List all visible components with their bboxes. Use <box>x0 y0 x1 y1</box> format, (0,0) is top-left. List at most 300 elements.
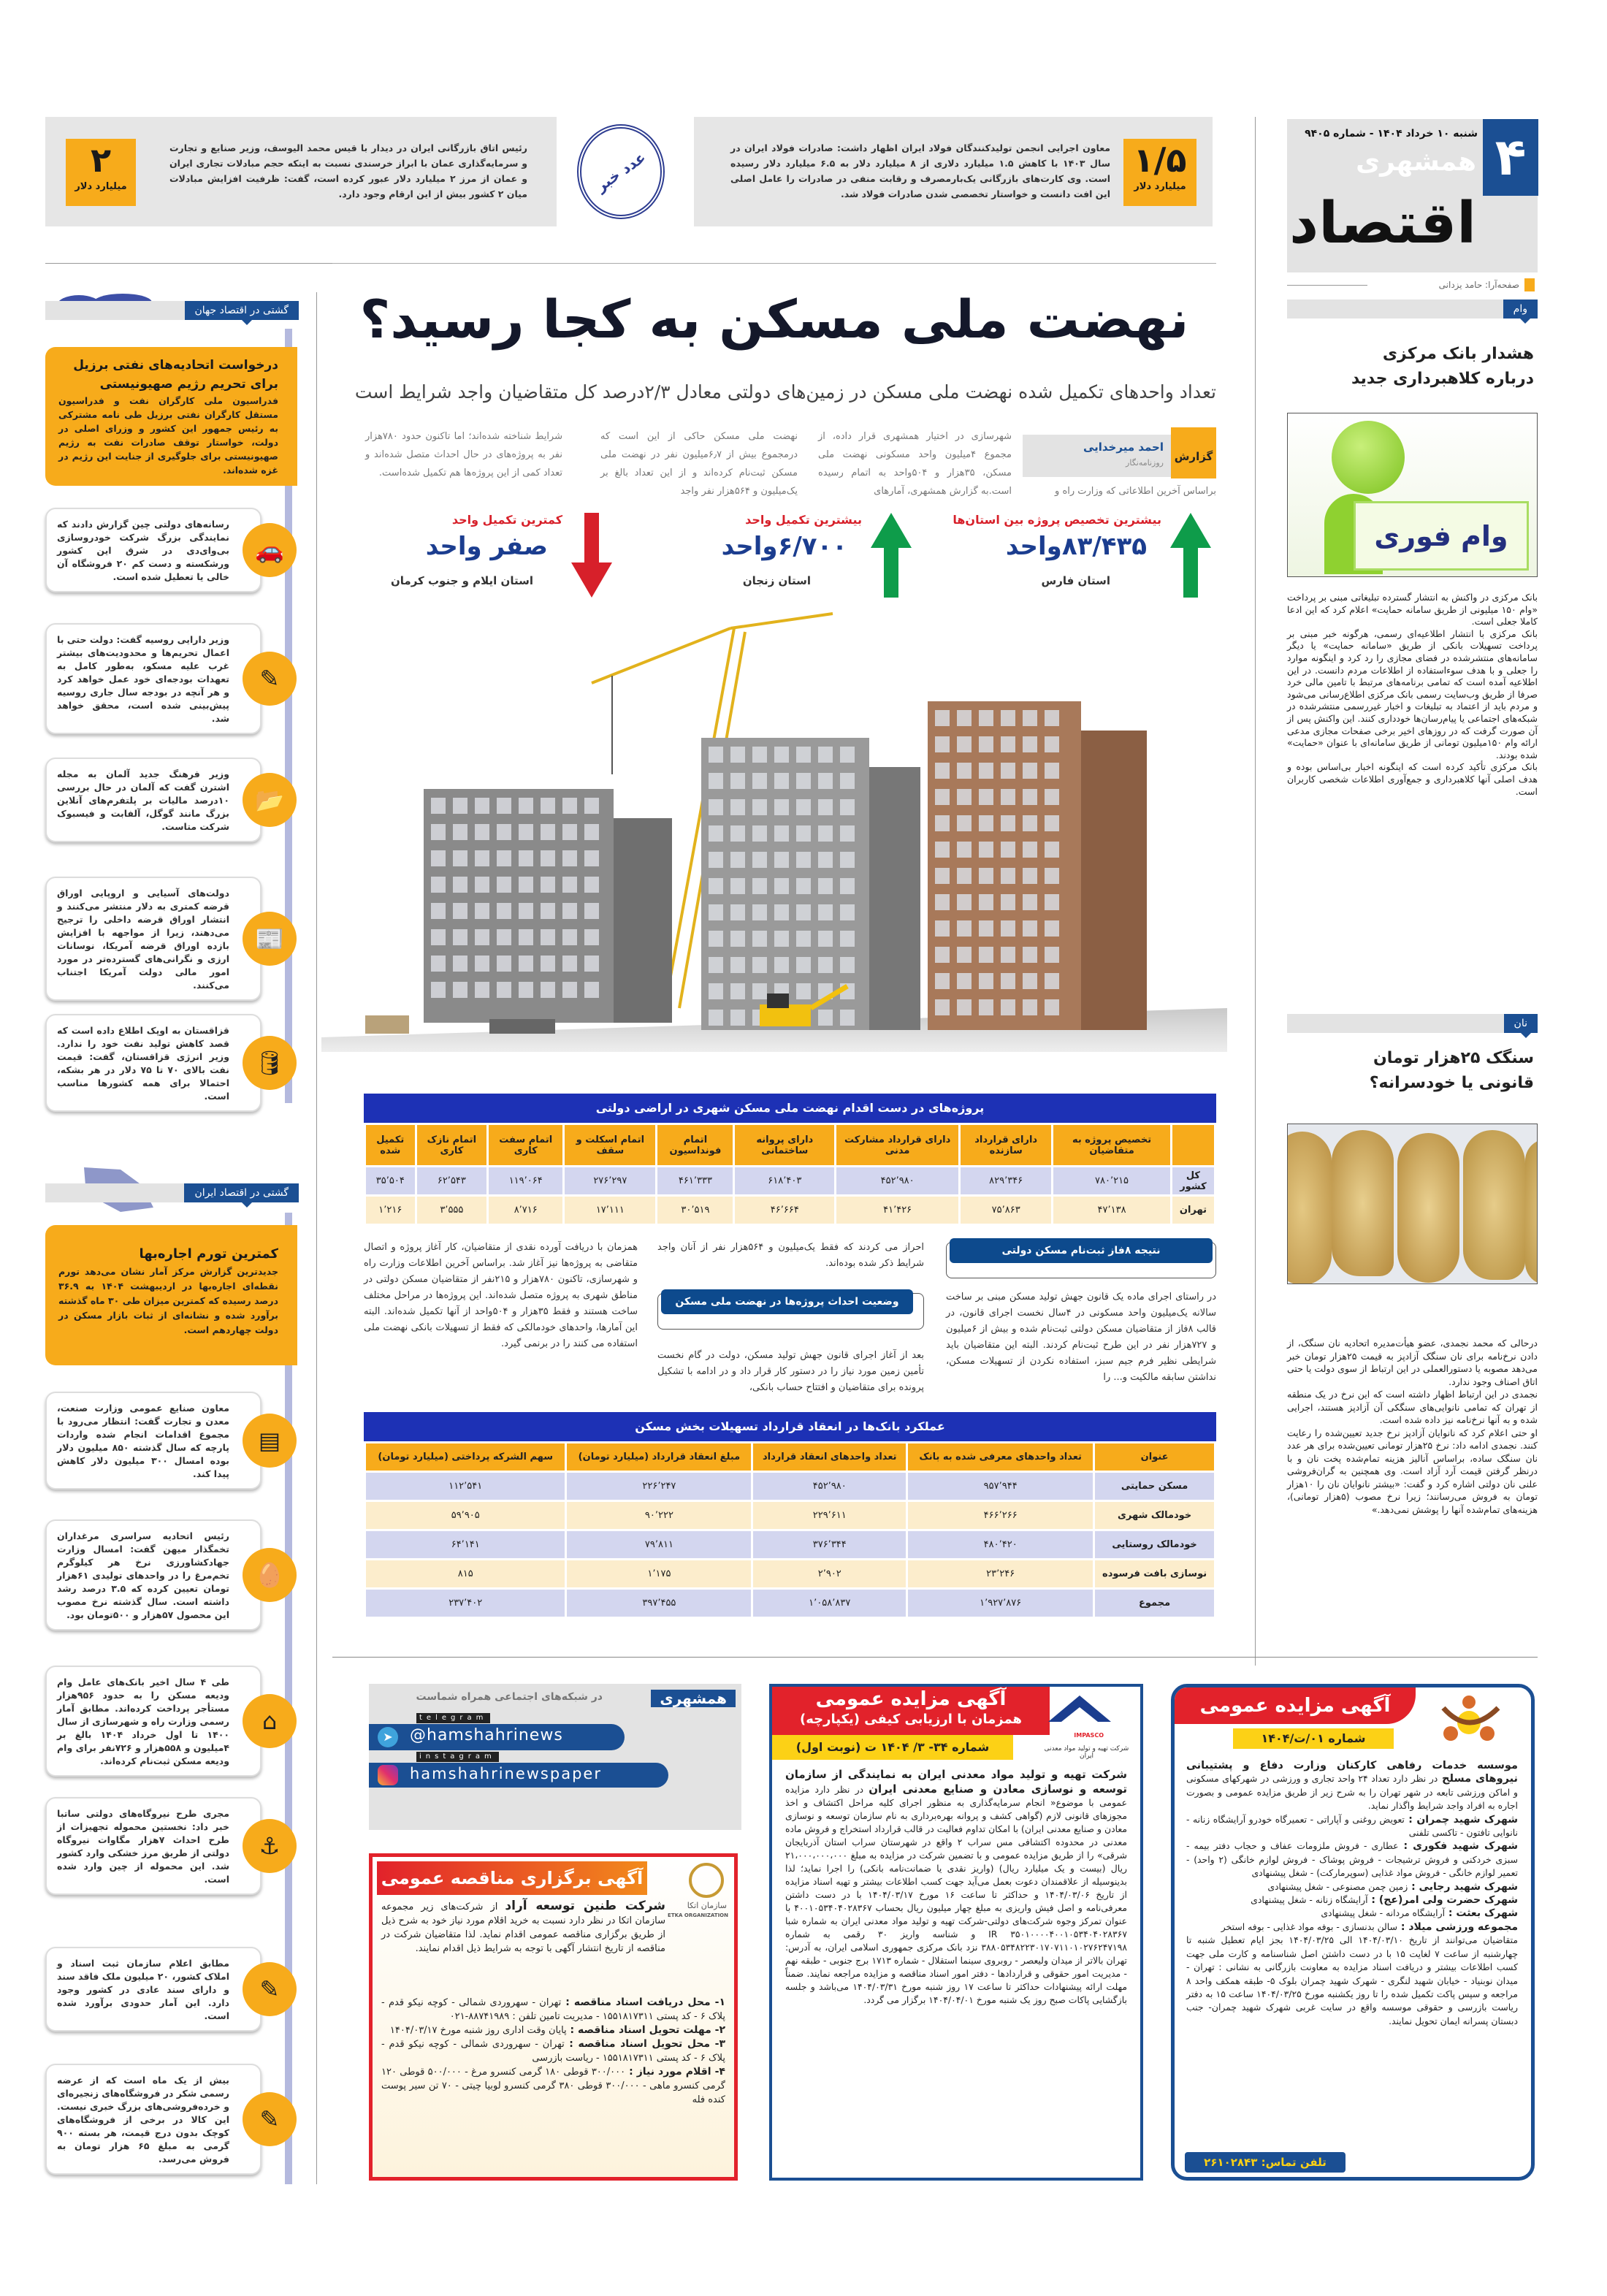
window <box>935 710 950 726</box>
tender-item-label: ۴- اقلام مورد نیاز : <box>625 2066 725 2078</box>
window <box>1001 815 1015 831</box>
window <box>774 931 789 947</box>
window <box>796 799 811 815</box>
bank-table-title: عملکرد بانک‌ها در انعقاد قرارداد تسهیلات بخش مسکن <box>364 1412 1216 1441</box>
window <box>957 973 972 989</box>
window <box>431 982 446 998</box>
window <box>475 903 489 919</box>
window <box>796 852 811 868</box>
window <box>979 815 993 831</box>
window <box>979 868 993 884</box>
etka-org: سازمان اتکا <box>687 1901 727 1910</box>
window <box>1023 868 1037 884</box>
auction-line-text: تعویض روغنی و آپاراتی - تعمیرگاه خودرو آرایشگاه زنانه - نانوایی تافتون - تاکسی تلفنی <box>1186 1813 1518 1839</box>
window <box>519 929 533 945</box>
news-card: بیش از یک ماه است که از عرضه رسمی شکر در فروشگاه‌های زنجیره‌ای و خرده‌فروشی‌های بزرگ خبری نیست. این کالا در برخی از فروشگاه‌های کوچک بدون درج قیمت، هر بسته ۹۰۰ گرمی به مبلغ ۶۵ هزار تومان به فروش می‌رسد. <box>45 2064 262 2175</box>
projects-table <box>364 1094 1216 1226</box>
window <box>957 763 972 779</box>
window <box>519 956 533 972</box>
window <box>818 747 833 763</box>
window <box>957 999 972 1015</box>
window <box>453 982 467 998</box>
window <box>979 999 993 1015</box>
table-cell: ۸۲۹٬۳۴۶ <box>960 1167 1053 1196</box>
world-lead-title: درخواست اتحادیه‌های نفتی برزیل برای تحریم رژیم صهیونیستی <box>73 358 278 392</box>
table-cell: ۳٬۵۵۵ <box>416 1196 488 1225</box>
window <box>541 982 555 998</box>
number-value-box <box>1123 139 1196 206</box>
tender-item-text: تهران - سهروردی شمالی - کوچه نیکو قدم - پلاک ۶ - کد پستی ۱۵۵۱۸۱۷۳۱۱ - مدیریت تامین تلفن : ۸۸۷۴۱۹۸۹-۰۲۱ <box>381 1997 725 2022</box>
window <box>840 825 855 842</box>
window <box>979 789 993 805</box>
window <box>840 957 855 973</box>
table-cell: ۳۷۶٬۳۴۴ <box>752 1530 907 1560</box>
window <box>1001 920 1015 937</box>
number-news-box-2 <box>45 117 557 226</box>
column-header: عنوان <box>1094 1443 1215 1472</box>
window <box>840 904 855 920</box>
author-name: احمد میرخدایی <box>1083 440 1164 454</box>
window <box>957 920 972 937</box>
row-label: مسکن حمایتی <box>1094 1472 1215 1501</box>
bread-title: سنگک ۲۵هزار تومان قانونی یا خودسرانه؟ <box>1369 1049 1534 1092</box>
table-row <box>365 1167 1215 1196</box>
loan-image <box>1287 413 1538 577</box>
stat-place: استان ایلام و جنوب کرمان <box>390 574 533 587</box>
window <box>935 789 950 805</box>
table-cell: ۱٬۹۲۷٬۸۷۶ <box>907 1589 1094 1618</box>
house-icon <box>243 1694 297 1748</box>
iran-lead-text: جدیدترین گزارش مرکز آمار نشان می‌دهد تورم نقطه‌ای اجاره‌بها در اردیبهشت ۱۴۰۴ به ۳۶.۹ درصد رسیده که کمترین میزان طی ۳۰ ماه گذشته برآورد شده و نشانه‌ای از ثبات بازار مسکن در دولت چهاردهم است. <box>58 1266 278 1335</box>
row-label: خودمالک شهری <box>1094 1501 1215 1530</box>
auction-line-label: شهرک بعثت : <box>1445 1907 1518 1920</box>
window <box>562 929 577 945</box>
telegram-icon: ➤ <box>378 1727 398 1747</box>
window <box>709 983 723 999</box>
bread-image <box>1287 1124 1538 1284</box>
news-card: دولت‌های آسیایی و اروپایی اوراق قرضه کمتری به دلار منتشر می‌کنند و انتشار اوراق قرضه داخلی را ترجیح می‌دهند، زیرا از مواجهه با افزایش بازده اوراق قرضه آمریکا، نوسانات ارزی و نگرانی‌های گسترده‌تر در مورد امور مالی دولت آمریکا اجتناب می‌کنند. <box>45 877 262 1001</box>
author-role: روزنامه‌نگار <box>1126 458 1164 468</box>
window <box>796 904 811 920</box>
window <box>475 929 489 945</box>
impasco-title: آگهی مزایده عمومی <box>815 1688 1007 1710</box>
table-cell: ۴۵۲٬۹۸۰ <box>836 1167 960 1196</box>
column-header: مبلغ انعقاد قرارداد (میلیارد تومان) <box>566 1443 752 1472</box>
stat-label: بیشترین تخصیص پروژه بین استان‌ها <box>953 513 1161 527</box>
window <box>979 736 993 752</box>
tender-item-label: ۱- محل دریافت اسناد مناقصه : <box>561 1996 726 2008</box>
window <box>1045 789 1059 805</box>
window <box>935 894 950 910</box>
impasco-number: شماره ۳۴- ۳/ ۱۴۰۴ ت (نوبت اول) <box>772 1735 1013 1760</box>
window <box>979 710 993 726</box>
window <box>1045 710 1059 726</box>
table-cell: ۸٬۷۱۶ <box>488 1196 564 1225</box>
window <box>562 798 577 814</box>
window <box>796 983 811 999</box>
window <box>774 878 789 894</box>
auction-line <box>1186 1921 1518 1934</box>
column-header: اتمام سفت کاری <box>488 1124 564 1167</box>
window <box>519 798 533 814</box>
table-cell: ۲۳۷٬۴۰۲ <box>365 1589 566 1618</box>
window <box>818 957 833 973</box>
window <box>1001 763 1015 779</box>
auction-line-text: سالن بدنسازی - بوفه مواد غذایی - بوفه استخر <box>1221 1921 1397 1932</box>
auction-intro-text: در نظر دارد تعداد ۲۴ واحد تجاری و ورزشی در شهرکهای مسکونی و اماکن ورزشی تابعه در شهر تهران را به شرح زیر از طریق مزایده عمومی و بصورت اجاره به افراد واجد شرایط واگذار نماید. <box>1186 1773 1518 1812</box>
page-number: ۴ <box>1483 119 1538 196</box>
auction-intro <box>1186 1759 1518 1813</box>
window <box>709 878 723 894</box>
window <box>453 929 467 945</box>
window <box>584 956 599 972</box>
auction-line <box>1186 1893 1518 1907</box>
window <box>562 824 577 840</box>
window <box>935 973 950 989</box>
window <box>1045 736 1059 752</box>
auction-number: شماره ۰۱/ت/۱۴۰۴ <box>1233 1728 1394 1749</box>
window <box>1045 815 1059 831</box>
stat-place: استان فارس <box>1041 574 1110 587</box>
table-cell: ۷۹٬۸۱۱ <box>566 1530 752 1560</box>
window <box>935 763 950 779</box>
window <box>584 877 599 893</box>
telegram-handle: @hamshahrinews <box>410 1726 563 1744</box>
window <box>840 852 855 868</box>
window <box>497 903 511 919</box>
window <box>1045 973 1059 989</box>
window <box>519 824 533 840</box>
number-news-box-1 <box>694 117 1213 226</box>
tender-company: شرکت طنین توسعه آراد <box>505 1899 666 1913</box>
table-cell: ۴۵۲٬۹۸۰ <box>752 1472 907 1501</box>
section-tag-world: گشتی در اقتصاد جهان <box>185 301 299 320</box>
table-row <box>365 1560 1215 1589</box>
table-cell: ۶۴٬۱۴۱ <box>365 1530 566 1560</box>
window <box>475 798 489 814</box>
window <box>818 825 833 842</box>
stat-value: ۶/۷۰۰واحد <box>721 532 847 561</box>
window <box>541 824 555 840</box>
window <box>584 798 599 814</box>
stat-value: ۸۳/۴۳۵واحد <box>1005 532 1147 561</box>
window <box>519 877 533 893</box>
table-row <box>365 1589 1215 1618</box>
window <box>1001 947 1015 963</box>
window <box>818 773 833 789</box>
table-row <box>365 1472 1215 1501</box>
window <box>730 983 745 999</box>
table-cell: ۲۷۶٬۲۹۷ <box>564 1167 657 1196</box>
section-tag-loan: وام <box>1503 300 1538 319</box>
window <box>1001 973 1015 989</box>
window <box>562 850 577 866</box>
window <box>935 947 950 963</box>
table-cell: ۵۹٬۹۰۵ <box>365 1501 566 1530</box>
col2-top: احراز می کردند که فقط یک‌میلیون و ۵۶۴هزار نفر از آنان واجد شرایط ذکر شده بوده‌اند. <box>657 1242 924 1269</box>
number-value-box <box>66 139 136 206</box>
window <box>979 920 993 937</box>
window <box>1023 947 1037 963</box>
paragraph: او حتی اعلام کرد که نانوایان آزادپز نرخ جدید تعیین‌شده را رعایت کنند. نجمدی ادامه داد: نرخ ۲۵هزار تومانی تعیین‌شده برای هر عدد نان سنگک ساده، براساس آنالیز هزینه تمام‌شده پخت نان و با درنظر گرفتن قیمت آرد آزاد است. وی همچنین به گران‌فروشی علنی نان دولتی اشاره کرد و گفت: «بیشتر نانوایان نان را ۱۰هزار تومان به فروش می‌رسانند؛ زیرا نرخ مصوب (۵هزار تومانی)، هزینه‌های تمام‌شده آنها را پوشش نمی‌دهد.» <box>1287 1427 1538 1515</box>
column-header <box>1171 1124 1215 1167</box>
social-brand: همشهری <box>651 1690 736 1707</box>
sign-text: وام فوری <box>1374 519 1508 552</box>
window <box>562 956 577 972</box>
window <box>1045 947 1059 963</box>
window <box>1023 894 1037 910</box>
window <box>840 747 855 763</box>
window <box>1001 736 1015 752</box>
window <box>1001 710 1015 726</box>
window <box>1045 842 1059 858</box>
stat-block <box>942 511 1213 599</box>
window <box>584 850 599 866</box>
window <box>979 842 993 858</box>
window <box>431 903 446 919</box>
window <box>1023 920 1037 937</box>
window <box>979 894 993 910</box>
window <box>519 850 533 866</box>
window <box>584 982 599 998</box>
figure-head <box>1332 421 1405 494</box>
tender-item <box>381 2065 725 2107</box>
window <box>453 824 467 840</box>
auction-body <box>1186 1759 1518 2028</box>
window <box>431 798 446 814</box>
stat-place: استان زنجان <box>742 574 811 587</box>
window <box>1001 789 1015 805</box>
auction-logo <box>1429 1693 1509 1755</box>
window <box>431 929 446 945</box>
arrow-down-icon <box>570 511 614 599</box>
bonds-icon-glyph: 📰 <box>255 925 284 953</box>
stat-label: بیشترین تکمیل واحد <box>745 513 862 527</box>
window <box>818 931 833 947</box>
eggs-icon-glyph: 🥚 <box>255 1561 284 1589</box>
tender-item-label: ۳- محل تحویل اسناد مناقصه : <box>564 2038 725 2050</box>
tender-item <box>381 1996 725 2024</box>
row-label: خودمالک روستایی <box>1094 1530 1215 1560</box>
window <box>957 736 972 752</box>
paragraph: درحالی که محمد نجمدی، عضو هیأت‌مدیره اتحادیه نان سنگک، از دادن نرخ‌نامه برای نان سنگک آزادپز به قیمت ۲۵هزار تومان خبر می‌دهد مصوبه یا دستورالعملی در این ارتباط از سوی دولت یا حتی اتاق اصناف وجود ندارد. <box>1287 1338 1538 1387</box>
window <box>541 903 555 919</box>
stat-value: صفر واحد <box>425 532 548 561</box>
table-cell: ۷۸۰٬۲۱۵ <box>1053 1167 1172 1196</box>
window <box>709 799 723 815</box>
dateline: شنبه ۱۰ خرداد ۱۴۰۴ - شماره ۹۴۰۵ <box>1305 128 1478 140</box>
etka-org-en: ETKA ORGANIZATION <box>668 1912 728 1918</box>
kicker: گزارش <box>1171 427 1216 478</box>
sign-board <box>1354 501 1529 571</box>
loan-body <box>1287 592 1538 798</box>
auction-line-label: مجموعه ورزشی میلاد : <box>1397 1921 1518 1933</box>
window <box>796 825 811 842</box>
auction-line <box>1186 1839 1518 1880</box>
table-cell: ۱۷٬۱۱۱ <box>564 1196 657 1225</box>
impasco-text: در نظر دارد مزایده عمومی با موضوع« انجام سرمایه‌گذاری به منظور اجرای کلیه مراحل اکتشاف و اخذ مجوزهای قانونی لازم (گواهی کشف و پروانه بهره‌برداری به نام سازمان توسعه و نوسازی معادن و صنایع معدنی ایران) با امکان تداوم فعالیت در قالب قرارداد استخراج و فروش ماده معدنی در محدوده اکتشافی مس سراب ۲ واقع در شهرستان سراب استان آذربایجان شرقی» را از طریق مزایده عمومی و با تضمین شرکت در مزایده به مبلغ ۲۱،۰۰۰،۰۰۰،۰۰۰ ریال (بیست و یک میلیارد ریال) (واریز نقدی یا ضمانت‌نامه بانکی) را اجرا نماید؛ لذا بدینوسیله از علاقمندان دعوت بعمل می‌آید جهت کسب اطلاعات بیشتر و تهیه اسناد مزایده از تاریخ ۱۴۰۴/۰۳/۰۶ و حداکثر تا ساعت ۱۶ مورخ ۱۴۰۴/۰۳/۱۷ با در دست داشتن معرفی‌نامه و اصل فیش واریزی به مبلغ چهار میلیون ریال بحساب ۴۰۰۱۰۵۳۴۰۴۰۲۸۳۶۷ با عنوان تمرکز وجوه شرکت‌های دولتی-شرکت تهیه و تولید مواد معدنی ایران به شماره شبا IR ۳۵۰۱۰۰۰۰۴۰۰۱۰۵۳۴۰۴۰۲۸۳۶۷ و شناسه واریز ۳۰ رقمی به شماره ۳۸۸۰۵۳۴۸۲۲۳۰۱۷۰۷۱۱۰۱۰۲۷۶۲۴۷۱۹۸ نزد بانک مرکزی جمهوری اسلامی ایران، به آدرس: تهران بالاتر از میدان ولیعصر - روبروی سینما استقلال - شماره ۱۷۱۳ برج جنوبی - طبقه نهم - مدیریت امور حقوقی و قراردادها - دفتر امور اسناد مناقصه و مزایده مراجعه نمایند. ضمناً مهلت ارائه پیشنهادات حداکثر تا ساعت ۱۷ روز شنبه مورخ ۱۴۰۴/۰۳/۳۱ می‌باشد و جلسه بازگشایی پاکات صبح روز یک شنبه مورخ ۱۴۰۴/۰۴/۰۱ برگزار می گردد. <box>785 1784 1128 2005</box>
window <box>935 736 950 752</box>
window <box>475 982 489 998</box>
window <box>541 929 555 945</box>
column-header: تکمیل شده <box>365 1124 416 1167</box>
tender-item-label: ۲- مهلت تحویل اسناد مناقصه : <box>566 2024 725 2036</box>
window <box>431 824 446 840</box>
window <box>1023 973 1037 989</box>
tender-intro: از شرکت‌های زیر مجموعه سازمان اتکا در نظر دارد نسبت به خرید اقلام مورد نیاز خود به شرح ذیل از طریق برگزاری مناقصه عمومی اقدام نماید. لذا متقاضیان شرکت در مناقصه از تاریخ انتشار آگهی با توجه به شرایط ذیل اقدام نمایند. <box>381 1902 665 1954</box>
window <box>709 1010 723 1026</box>
impasco-body <box>785 1767 1127 2007</box>
document-pen-icon-glyph: ✎ <box>259 1975 280 2003</box>
impasco-logo <box>1047 1694 1112 1734</box>
window <box>979 763 993 779</box>
section-tag-iran: گشتی در اقتصاد ایران <box>184 1183 299 1202</box>
window <box>431 850 446 866</box>
window <box>840 1010 855 1026</box>
window <box>818 1010 833 1026</box>
window <box>453 956 467 972</box>
window <box>730 1010 745 1026</box>
column-header: تعداد واحدهای انعقاد قرارداد <box>752 1443 907 1472</box>
window <box>1001 999 1015 1015</box>
section-title: اقتصاد <box>1289 191 1476 256</box>
table-cell: ۴۸۰٬۴۲۰ <box>907 1530 1094 1560</box>
iran-lead-title: کمترین تورم اجاره‌بها <box>139 1246 278 1262</box>
news-card: مطابق اعلام سازمان ثبت اسناد و املاک کشور، ۲۰ میلیون ملک فاقد سند و دارای سند عادی در کشور وجود دارد. این آمار حدودی برآورد شده است. <box>45 1947 262 2032</box>
intro-col-3: نهضت ملی مسکن حاکی از این است که درمجموع بیش از ۶٫۷میلیون نفر در نهضت ملی مسکن ثبت‌نام کرده‌اند و از این تعداد بالغ بر یک‌میلیون و ۵۶۴هزار نفر واجد <box>600 431 798 497</box>
window <box>519 982 533 998</box>
stat-block <box>643 511 913 599</box>
window <box>1045 868 1059 884</box>
window <box>541 877 555 893</box>
impasco-subtitle: همزمان با ارزیابی کیفی (یکپارچه) <box>800 1712 1022 1727</box>
window <box>957 894 972 910</box>
instagram-label: instagram <box>416 1752 499 1762</box>
registration-text: در راستای اجرای ماده یک قانون جهش تولید مسکن مبنی بر ساخت سالانه یک‌میلیون واحد مسکونی در ۴سال نخست اجرای قانون، در قالب ۸فاز از متقاضیان مسکن دولتی ثبت‌نام شده و بیش از ۶میلیون و ۷۲۷هزار نفر در این طرح ثبت‌نام کردند. البته این متقاضیان باید شرایطی نظیر فرم جیم سبز، استفاده نکردن از تسهیلات مسکن، نداشتن سابقه مالکیت و... را <box>946 1292 1216 1383</box>
social-ad <box>369 1684 741 1830</box>
window <box>774 747 789 763</box>
stamp <box>577 124 665 219</box>
window <box>730 747 745 763</box>
window <box>541 850 555 866</box>
table-cell: ۲٬۹۰۲ <box>752 1560 907 1589</box>
auction-line-text: عطاری - فروش ملزومات عفاف و حجاب دفتر بیمه - سبزی خردکنی و فروش ترشیجات - فروش پوشاک - فروش لوازم خانگی (۲ واحد) - تعمیر لوازم خانگی - فروش مواد غذایی (سوپرمارکت) - شغل پیشنهادی <box>1186 1840 1518 1879</box>
window <box>957 842 972 858</box>
tender-items <box>381 1996 725 2107</box>
window <box>709 957 723 973</box>
instagram-icon <box>378 1765 398 1785</box>
impasco-logo-caption: شرکت تهیه و تولید مواد معدنی ایران <box>1044 1745 1129 1760</box>
auction-ad <box>1171 1684 1535 2181</box>
window <box>752 957 767 973</box>
tender-item <box>381 2037 725 2065</box>
number-value: ۲ <box>90 140 112 180</box>
fabric-icon <box>243 1414 297 1468</box>
number-news-text: رئیس اتاق بازرگانی ایران در دیدار با قیس محمد الیوسف، وزیر صنایع و تجارت و سرمایه‌گذاری عمان با ابراز خرسندی نسبت به اینکه حجم مبادلات تجاری ایران و عمان از مرز ۲ میلیارد دلار عبور کرده است، گفت: ظرفیت افزایش مبادلات میان ۲ کشور بیش از این ارقام وجود دارد. <box>169 142 527 199</box>
window <box>1001 842 1015 858</box>
window <box>752 983 767 999</box>
table-cell: ۱٬۰۵۸٬۸۳۷ <box>752 1589 907 1618</box>
impasco-header <box>772 1687 1050 1735</box>
column-header: اتمام فونداسیون <box>657 1124 734 1167</box>
document-pen-icon <box>243 1962 297 2016</box>
oil-barrels-icon-glyph: 🛢 <box>254 1049 285 1077</box>
telegram-link[interactable] <box>369 1724 625 1750</box>
window <box>1045 999 1059 1015</box>
stat-block <box>343 511 614 599</box>
column-header: سهم الشرکه پرداختی (میلیارد تومان) <box>365 1443 566 1472</box>
window <box>1023 736 1037 752</box>
window <box>1001 894 1015 910</box>
eggs-icon <box>243 1548 297 1602</box>
window <box>497 824 511 840</box>
number-value: ۱/۵ <box>1133 140 1187 180</box>
window <box>709 931 723 947</box>
window <box>840 773 855 789</box>
auction-line-text: آرایشگاه زنانه - شغل پیشنهادی <box>1251 1894 1368 1906</box>
window <box>774 904 789 920</box>
section-tag-bread: نان <box>1504 1014 1538 1033</box>
window <box>541 956 555 972</box>
subhead: تعداد واحدهای تکمیل شده نهضت ملی مسکن در زمین‌های دولتی معادل ۲/۳درصد کل متقاضیان واجد شرایط است <box>354 381 1216 403</box>
auction-line <box>1186 1880 1518 1893</box>
row-label: تهران <box>1171 1196 1215 1225</box>
window <box>957 947 972 963</box>
construction-illustration <box>321 599 1227 1052</box>
window <box>730 931 745 947</box>
auction-org: موسسه خدمات رفاهی کارکنان وزارت دفاع و پشتیبانی نیروهای مسلح <box>1186 1760 1519 1785</box>
stat-label: کمترین تکمیل واحد <box>451 513 562 527</box>
window <box>935 920 950 937</box>
box-title-registration: نتیجه ۸فاز ثبت‌نام مسکن دولتی <box>950 1238 1213 1263</box>
telegram-label: telegram <box>416 1713 490 1723</box>
window <box>818 852 833 868</box>
window <box>796 878 811 894</box>
number-unit: میلیارد دلار <box>75 181 127 192</box>
paragraph: بانک مرکزی تأکید کرده است که اینگونه اخبار بی‌اساس بوده و هدف اصلی آنها کلاهبرداری و جمع‌آوری اطلاعات شخصی کاربران است. <box>1287 761 1538 797</box>
document-pen-icon <box>243 2092 297 2146</box>
instagram-link[interactable] <box>369 1763 668 1788</box>
news-card: طی ۴ سال اخیر بانک‌های عامل وام ودیعه مسکن را به حدود ۹۵۶هزار مستأجر پرداخت کرده‌اند. مطابق آمار رسمی وزارت راه و شهرسازی از سال ۱۴۰۰ تا اول خرداد ۱۴۰۴ بالغ بر ۴میلیون و ۵۵۸هزار و ۷۲۶نفر برای وام ودیعه مسکن ثبت‌نام کرده‌اند. <box>45 1666 262 1777</box>
auction-line-label: شهرک شهید رجایی : <box>1408 1880 1518 1893</box>
tender-item <box>381 2024 725 2037</box>
window <box>497 798 511 814</box>
window <box>752 747 767 763</box>
impasco-ad <box>769 1684 1143 2181</box>
layout-credit-marker <box>1524 278 1535 291</box>
bread-body <box>1287 1337 1538 1516</box>
table-cell: ۹۰٬۲۲۲ <box>566 1501 752 1530</box>
window <box>818 878 833 894</box>
intro-col-4: شرایط شناخته شده‌اند؛ اما تاکنون حدود ۷۸۰هزار نفر به پروژه‌های در حال احداث متصل شده‌اند و تعداد کمی از این پروژه‌ها هم تکمیل شده‌است. <box>365 431 562 478</box>
table-cell: ۶۲٬۵۴۳ <box>416 1167 488 1196</box>
window <box>818 904 833 920</box>
table-cell: ۲۲۹٬۶۱۱ <box>752 1501 907 1530</box>
table-cell: ۳۵٬۵۰۴ <box>365 1167 416 1196</box>
arrow-up-icon <box>1169 511 1213 599</box>
col3-text: همزمان با دریافت آورده نقدی از متقاضیان، کار آغاز پروژه و اتصال متقاضی به پروژه‌ها نیز آغاز شد. براساس آخرین اطلاعات وزارت راه و شهرسازی، تاکنون ۷۸۰هزار و ۲۱۵نفر از متقاضیان مسکن دولتی در مناطق شهری به پروژه متصل شده‌اند. این پروژه‌ها در مراحل مختلف ساخت هستند و فقط ۳۵هزار و ۵۰۴واحد از آنها تکمیل شده‌اند. البته این آمارها، واحدهای خودمالکی که فقط از تسهیلات بانکی نهضت ملی استفاده می کنند را در برنمی گیرد. <box>364 1242 638 1349</box>
document-pen-icon <box>243 652 297 706</box>
window <box>709 773 723 789</box>
auction-line-label: شهرک حضرت ولی امر(عج) : <box>1367 1894 1518 1907</box>
table-cell: ۱۱۹٬۰۶۴ <box>488 1167 564 1196</box>
window <box>584 824 599 840</box>
byline-box <box>1023 435 1216 477</box>
window <box>497 982 511 998</box>
window <box>957 789 972 805</box>
window <box>979 973 993 989</box>
table-cell: ۴۶٬۶۶۴ <box>734 1196 836 1225</box>
